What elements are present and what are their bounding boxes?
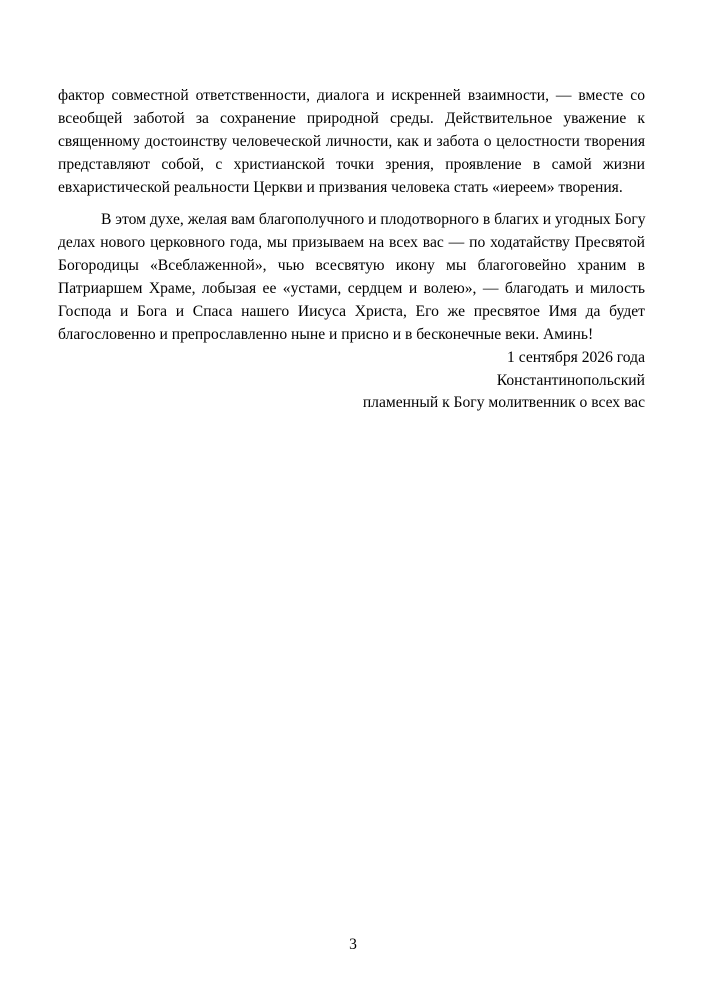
paragraph-1 — [58, 84, 645, 199]
signature-block — [363, 347, 645, 415]
paragraph-2-line-2: делах нового церковного года, мы призываем на всех вас — по ходатайству Пресвятой — [58, 234, 645, 251]
paragraph-1-line-4: представляют собой, с христианской точки зрения, проявление в самой жизни — [58, 156, 645, 173]
signature-title: Константинопольский — [496, 371, 645, 389]
paragraph-1-line-5: евхаристической реальности Церкви и призвания человека стать «иереем» творения. — [58, 179, 623, 196]
paragraph-1-line-3: священному достоинству человеческой личности, как и забота о целостности творения — [58, 133, 645, 150]
paragraph-2-line-3: Богородицы «Всеблаженной», чью всесвятую икону мы благоговейно храним в — [58, 257, 645, 274]
signature-date: 1 сентября 2026 года — [507, 349, 645, 366]
paragraph-2-line-6: благословенно и препрославленно ныне и присно и в бесконечные веки. Аминь! — [58, 326, 594, 343]
paragraph-2-line-4: Патриаршем Храме, лобызая ее «устами, сердцем и волею», — благодать и милость — [58, 280, 645, 297]
paragraph-2 — [58, 208, 645, 346]
paragraph-1-line-2: всеобщей заботой за сохранение природной среды. Действительное уважение к — [58, 110, 645, 127]
page-number: 3 — [349, 936, 357, 953]
paragraph-2-line-5: Господа и Бога и Спаса нашего Иисуса Христа, Его же пресвятое Имя да будет — [58, 303, 645, 320]
paragraph-1-line-1: фактор совместной ответственности, диалога и искренней взаимности, — вместе со — [58, 87, 645, 104]
signature-closing: пламенный к Богу молитвенник о всех вас — [362, 394, 645, 411]
paragraph-2-line-1: В этом духе, желая вам благополучного и плодотворного в благих и угодных Богу — [101, 211, 646, 228]
